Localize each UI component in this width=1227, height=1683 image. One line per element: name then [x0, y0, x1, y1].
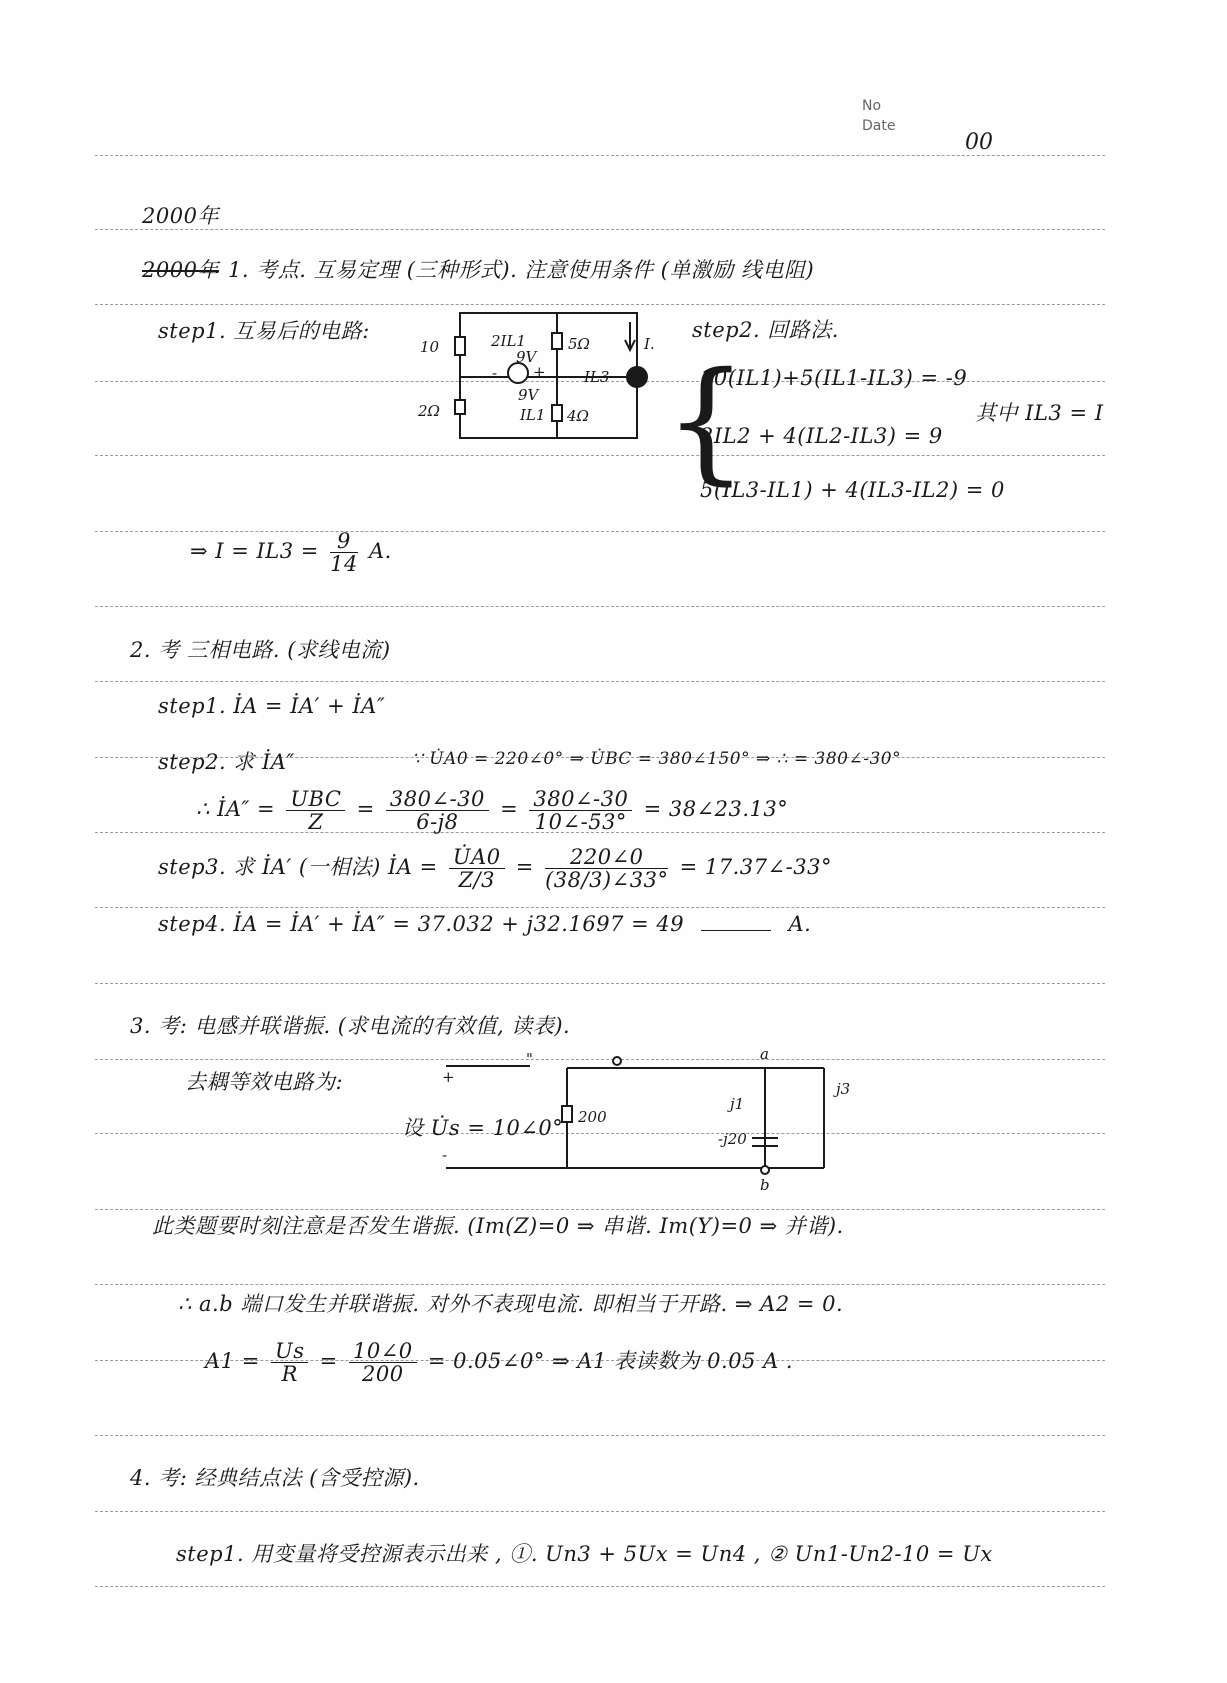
q2-step3-lhs: step3. 求 İA′ (一相法) İA =: [158, 855, 438, 880]
q2-step1: step1. İA = İA′ + İA″: [158, 694, 386, 718]
q1-result-lhs: ⇒ I = IL3 =: [190, 539, 319, 564]
q2-fraction-3-den: 10∠-53°: [534, 810, 627, 835]
q2-fraction-4-den: Z/3: [458, 868, 495, 893]
q1-src-volt-label-2: 9V: [518, 386, 539, 404]
q2-fraction-5-den: (38/3)∠33°: [545, 868, 669, 893]
q3-node-a: a: [760, 1045, 769, 1063]
q2-step2-calculation: ∴ İA″ = $\frac{\text{UBC}}{Z}$ = $\frac{380\angle-30}{6-j8}$ = $\frac{380\angle-30}{10\angle-53^\circ}$ = 38∠23.13°: [196, 787, 789, 835]
q3-fraction-1-num: Us: [271, 1340, 308, 1363]
q3-fraction-2-den: 200: [362, 1362, 404, 1387]
q1-output-current-label: I.: [644, 335, 655, 353]
q1-il1-label: IL1: [520, 406, 546, 424]
q1-step2: step2. 回路法.: [692, 318, 839, 342]
q2-step2-rhs: = 38∠23.13°: [643, 797, 789, 822]
q1-note: 其中 IL3 = I: [975, 401, 1104, 425]
q2-fraction-5-num: 220∠0: [545, 846, 668, 869]
q3-subtitle: 去耦等效电路为:: [185, 1070, 344, 1094]
q1-equation-2: 2IL2 + 4(IL2-IL3) = 9: [700, 424, 943, 448]
q4-step1: step1. 用变量将受控源表示出来 , ①. Un3 + 5Ux = Un4 , ② Un1-Un2-10 = Ux: [176, 1542, 993, 1566]
q3-fraction-1: [271, 1340, 308, 1385]
q2-step3-rhs: = 17.37∠-33°: [679, 855, 832, 880]
q1-equation-1: 10(IL1)+5(IL1-IL3) = -9: [700, 366, 968, 390]
q2-fraction-1-den: Z: [308, 810, 324, 835]
q3-fraction-1-den: R: [281, 1362, 298, 1387]
q3-a1-rhs: = 0.05∠0° ⇒ A1 表读数为 0.05 A .: [427, 1349, 794, 1374]
q3-source-plus: +: [442, 1068, 455, 1086]
header-no-label: No: [862, 98, 882, 114]
q3-note-open-circuit: ∴ a.b 端口发生并联谐振. 对外不表现电流. 即相当于开路. ⇒ A2 = 0.: [178, 1292, 844, 1316]
q2-fraction-4-num: U̇A0: [449, 846, 505, 869]
q3-node-b: b: [760, 1176, 770, 1194]
q3-a1-calculation: A1 = $\frac{Us}{R}$ = $\frac{10\angle 0}{200}$ = 0.05∠0° ⇒ A1 表读数为 0.05 A .: [205, 1339, 794, 1387]
q1-equation-brace: {: [664, 344, 748, 498]
q1-equation-3: 5(IL3-IL1) + 4(IL3-IL2) = 0: [700, 478, 1005, 502]
q1-result-unit: A.: [369, 539, 392, 564]
q1-src-volt-label: 9V: [516, 348, 537, 366]
q3-fraction-2-num: 10∠0: [349, 1340, 417, 1363]
q1-il3-label: IL3: [584, 368, 610, 386]
q1-r10-label: 10: [420, 338, 440, 356]
q1-result-numerator: 9: [330, 530, 358, 553]
q1-r4-label: 4Ω: [567, 407, 589, 425]
q2-fraction-2-den: 6-j8: [416, 810, 459, 835]
q3-inductor-j1: j1: [730, 1095, 745, 1113]
q2-step4-expression: step4. İA = İA′ + İA″ = 37.032 + j32.1697 = 49: [158, 912, 685, 936]
q3-note-resonance: 此类题要时刻注意是否发生谐振. (Im(Z)=0 ⇒ 串谐. Im(Y)=0 ⇒ 并谐).: [152, 1214, 844, 1238]
q3-inductor-j3: j3: [836, 1080, 851, 1098]
q2-step2-derivation: ∵ U̇A0 = 220∠0° ⇒ U̇BC = 380∠150° ⇒ ∴ = 380∠-30°: [412, 749, 902, 769]
q3-quote-mark: ": [526, 1050, 533, 1068]
q3-source-minus: -: [442, 1146, 448, 1164]
q2-step4-unit: A.: [788, 912, 812, 936]
q1-struck-year: 2000年: [142, 258, 219, 282]
year-heading: 2000年: [142, 204, 219, 228]
q1-r5-label: 5Ω: [568, 335, 590, 353]
q2-step3: step3. 求 İA′ (一相法) İA = $\frac{U̇A0}{Z/3}$ = $\frac{220\angle 0}{(38/3)\angle 33^\circ}$ = 17.37∠-33°: [158, 845, 832, 893]
q3-fraction-2: [349, 1340, 417, 1385]
header-date-label: Date: [862, 118, 896, 134]
q2-fraction-1-num: UBC: [286, 788, 345, 811]
q2-title: 2. 考 三相电路. (求线电流): [130, 638, 391, 662]
page-number: 00: [965, 130, 993, 155]
q2-fraction-2-num: 380∠-30: [386, 788, 489, 811]
q3-capacitor-label: -j20: [718, 1130, 747, 1148]
q3-title: 3. 考: 电感并联谐振. (求电流的有效值, 读表).: [130, 1014, 571, 1038]
q1-step1: step1. 互易后的电路:: [158, 319, 370, 343]
q1-result-denominator: 14: [330, 552, 358, 577]
q3-source-value: 设 U̇s = 10∠0°: [402, 1116, 564, 1140]
q3-resistor-label: 200: [578, 1108, 607, 1126]
q3-a1-lhs: A1 =: [205, 1349, 260, 1374]
q2-step2-heading: step2. 求 İA″: [158, 750, 295, 774]
q1-src-label: 2IL1: [491, 332, 526, 350]
q1-r2-label: 2Ω: [418, 402, 440, 420]
q2-fraction-3-num: 380∠-30: [529, 788, 632, 811]
q1-src-minus: -: [492, 364, 498, 382]
q1-title: 1. 考点. 互易定理 (三种形式). 注意使用条件 (单激励 线电阻): [228, 258, 815, 282]
q2-step2-lhs: ∴ İA″ =: [196, 797, 276, 822]
q4-title: 4. 考: 经典结点法 (含受控源).: [130, 1466, 420, 1490]
q1-src-plus: +: [533, 363, 546, 381]
